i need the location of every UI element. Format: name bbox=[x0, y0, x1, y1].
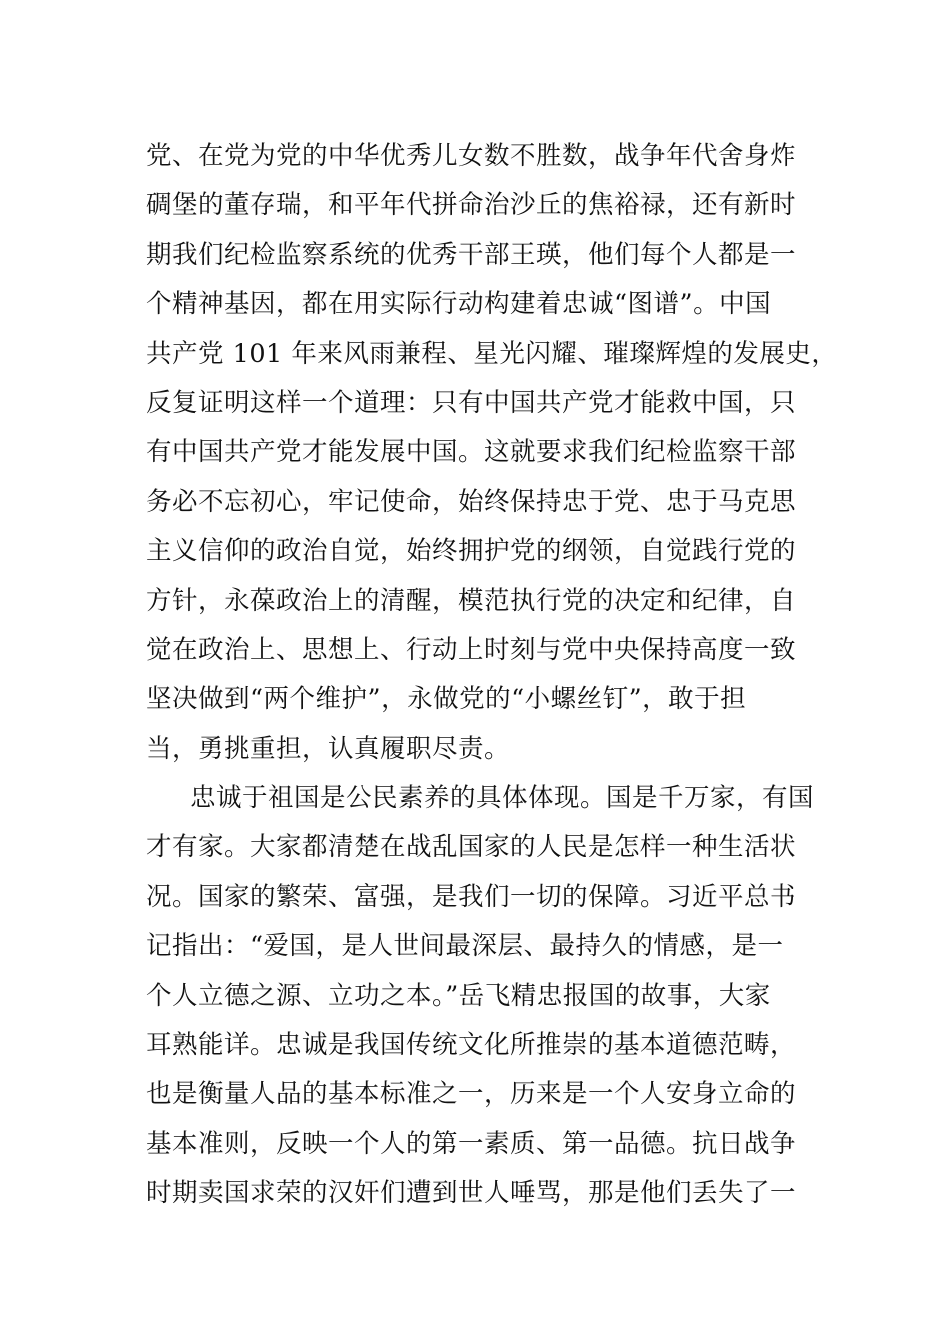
text-line: 反复证明这样一个道理：只有中国共产党才能救中国，只 bbox=[146, 387, 797, 418]
text-line: 共产党 101 年来风雨兼程、星光闪耀、璀璨辉煌的发展史， bbox=[146, 338, 838, 369]
text-line: 有中国共产党才能发展中国。这就要求我们纪检监察干部 bbox=[146, 437, 797, 468]
text-line: 时期卖国求荣的汉奸们遭到世人唾骂，那是他们丢失了一 bbox=[146, 1178, 797, 1209]
text-line: 碉堡的董存瑞，和平年代拼命治沙丘的焦裕禄，还有新时 bbox=[146, 190, 797, 221]
text-line: 也是衡量人品的基本标准之一，历来是一个人安身立命的 bbox=[146, 1079, 797, 1110]
text-line: 方针，永葆政治上的清醒，模范执行党的决定和纪律，自 bbox=[146, 585, 797, 616]
paragraph-2 bbox=[146, 774, 816, 1219]
text-line: 觉在政治上、思想上、行动上时刻与党中央保持高度一致 bbox=[146, 634, 797, 665]
paragraph-1 bbox=[146, 132, 838, 774]
text-line: 基本准则，反映一个人的第一素质、第一品德。抗日战争 bbox=[146, 1128, 797, 1159]
text-line: 务必不忘初心，牢记使命，始终保持忠于党、忠于马克思 bbox=[146, 486, 797, 517]
text-line: 耳熟能详。忠诚是我国传统文化所推崇的基本道德范畴， bbox=[146, 1030, 797, 1061]
text-line: 个精神基因，都在用实际行动构建着忠诚“图谱”。中国 bbox=[146, 289, 772, 320]
text-line: 当，勇挑重担，认真履职尽责。 bbox=[146, 733, 511, 764]
body-text bbox=[146, 132, 838, 1219]
text-line: 坚决做到“两个维护”，永做党的“小螺丝钉”，敢于担 bbox=[146, 684, 747, 715]
text-line: 记指出：“爱国，是人世间最深层、最持久的情感，是一 bbox=[146, 931, 784, 962]
text-line: 才有家。大家都清楚在战乱国家的人民是怎样一种生活状 bbox=[146, 832, 797, 863]
text-line-first-indented: 忠诚于祖国是公民素养的具体体现。国是千万家，有国 bbox=[190, 783, 815, 814]
text-line: 个人立德之源、立功之本。”岳飞精忠报国的故事，大家 bbox=[146, 980, 771, 1011]
text-line: 党、在党为党的中华优秀儿女数不胜数，战争年代舍身炸 bbox=[146, 141, 797, 171]
text-line: 况。国家的繁荣、富强，是我们一切的保障。习近平总书 bbox=[146, 881, 797, 912]
text-line: 主义信仰的政治自觉，始终拥护党的纲领，自觉践行党的 bbox=[146, 536, 797, 567]
text-line: 期我们纪检监察系统的优秀干部王瑛，他们每个人都是一 bbox=[146, 239, 797, 270]
